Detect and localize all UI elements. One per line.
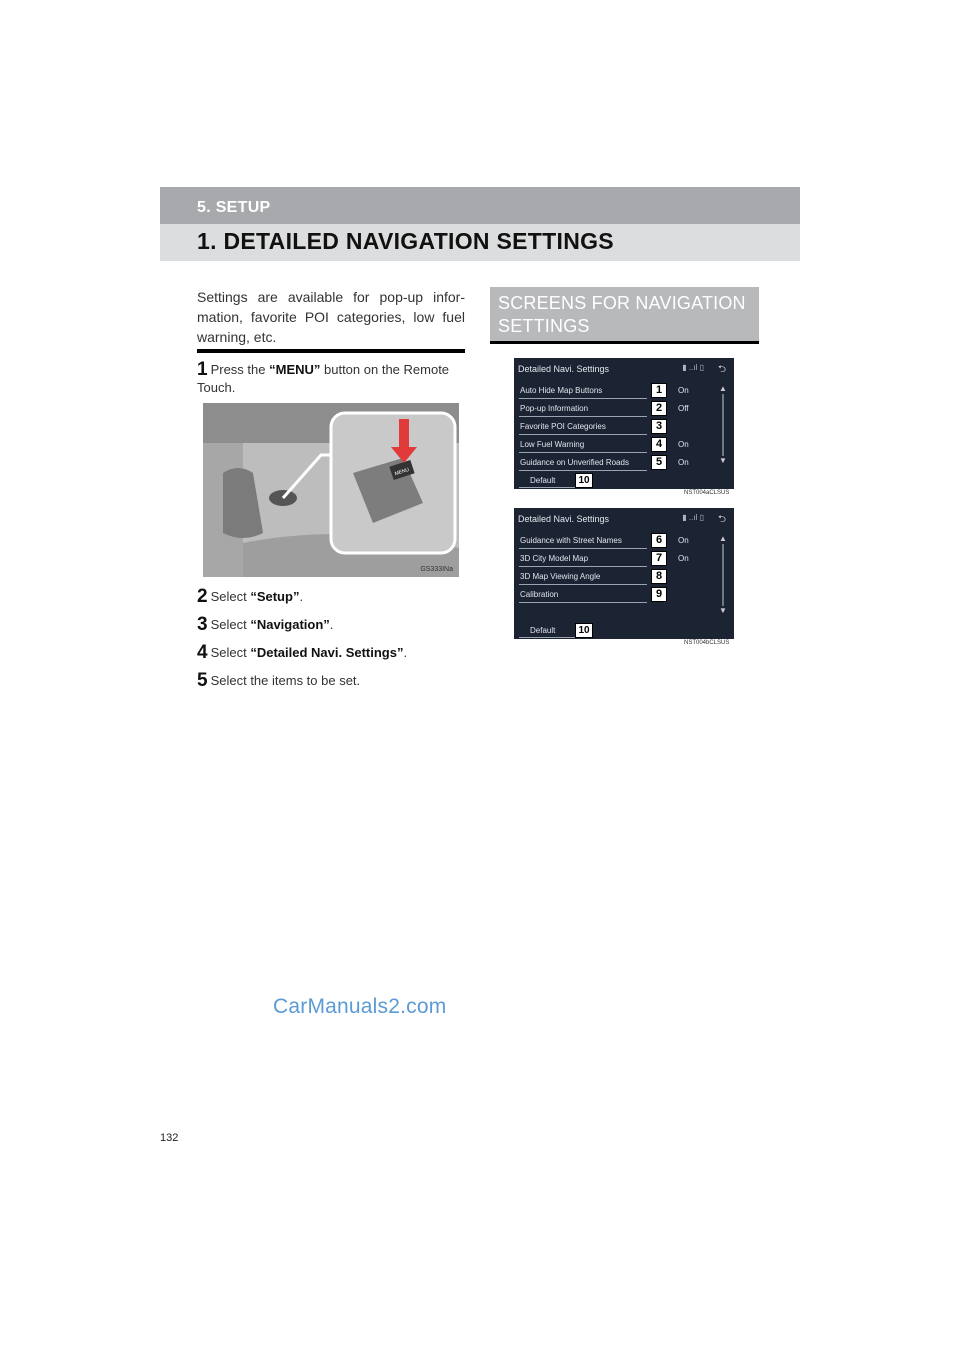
scrollbar[interactable] [722, 544, 724, 606]
step-5: 5 Select the items to be set. [197, 670, 361, 691]
status-icons: ▮ ..ıl ▯ [682, 513, 704, 522]
scroll-down-icon[interactable]: ▼ [719, 606, 727, 615]
default-button[interactable]: Default [530, 476, 556, 485]
watermark-link[interactable]: CarManuals2.com [273, 995, 447, 1018]
nav-settings-screen-2 [514, 508, 734, 639]
row-divider [519, 566, 647, 567]
scroll-down-icon[interactable]: ▼ [719, 456, 727, 465]
row-calibration[interactable]: Calibration [520, 590, 559, 599]
row-3d-map-viewing-angle[interactable]: 3D Map Viewing Angle [520, 572, 601, 581]
callout-4: 4 [651, 437, 667, 452]
row-value: On [678, 458, 689, 467]
status-icons: ▮ ..ıl ▯ [682, 363, 704, 372]
row-pop-up-information[interactable]: Pop-up Information [520, 404, 589, 413]
row-auto-hide-map-buttons[interactable]: Auto Hide Map Buttons [520, 386, 603, 395]
scrollbar[interactable] [722, 394, 724, 456]
scroll-up-icon[interactable]: ▲ [719, 534, 727, 543]
screen-title: Detailed Navi. Settings [518, 364, 610, 374]
row-value: On [678, 386, 689, 395]
row-low-fuel-warning[interactable]: Low Fuel Warning [520, 440, 585, 449]
row-value: On [678, 536, 689, 545]
photo-code: GS333INa [420, 566, 453, 573]
step-4: 4 Select “Detailed Navi. Settings”. [197, 642, 408, 663]
row-value: On [678, 440, 689, 449]
callout-10: 10 [575, 473, 593, 488]
callout-2: 2 [651, 401, 667, 416]
remote-touch-photo [203, 403, 459, 577]
default-divider [519, 637, 579, 638]
callout-1: 1 [651, 383, 667, 398]
nav-settings-screen-1 [514, 358, 734, 489]
screen-title: Detailed Navi. Settings [518, 514, 610, 524]
screen-1-code: NST004aCLSUS [684, 490, 730, 496]
intro-box: Settings are available for pop-up infor-mation, favorite POI categories, low fuel warning, etc. [197, 287, 465, 353]
back-arrow-icon[interactable]: ⮌ [717, 364, 726, 375]
screen-2-code: NST004bCLSUS [684, 640, 730, 646]
callout-5: 5 [651, 455, 667, 470]
row-divider [519, 584, 647, 585]
scroll-up-icon[interactable]: ▲ [719, 384, 727, 393]
callout-10: 10 [575, 623, 593, 638]
row-value: On [678, 554, 689, 563]
row-divider [519, 434, 647, 435]
callout-9: 9 [651, 587, 667, 602]
default-button[interactable]: Default [530, 626, 556, 635]
row-divider [519, 452, 647, 453]
row-divider [519, 548, 647, 549]
callout-7: 7 [651, 551, 667, 566]
row-divider [519, 398, 647, 399]
callout-6: 6 [651, 533, 667, 548]
step-2: 2 Select “Setup”. [197, 586, 304, 607]
row-value: Off [678, 404, 689, 413]
row-divider [519, 470, 647, 471]
default-divider [519, 487, 579, 488]
row-favorite-poi-categories[interactable]: Favorite POI Categories [520, 422, 606, 431]
back-arrow-icon[interactable]: ⮌ [717, 514, 726, 525]
row-divider [519, 602, 647, 603]
section-label: 5. SETUP [197, 199, 271, 216]
menu-button-label: MENU [394, 466, 410, 478]
remote-touch-illustration [203, 403, 459, 577]
row-divider [519, 416, 647, 417]
screens-header-title: SCREENS FOR NAVIGATION SETTINGS [498, 293, 746, 336]
callout-8: 8 [651, 569, 667, 584]
step-3: 3 Select “Navigation”. [197, 614, 334, 635]
page-title: 1. DETAILED NAVIGATION SETTINGS [197, 228, 614, 254]
step-1: 1 Press the “MENU” button on the Remote Touch. [197, 359, 450, 395]
row-guidance-with-street-names[interactable]: Guidance with Street Names [520, 536, 622, 545]
page-number: 132 [160, 1132, 179, 1144]
row-3d-city-model-map[interactable]: 3D City Model Map [520, 554, 589, 563]
row-guidance-on-unverified-roads[interactable]: Guidance on Unverified Roads [520, 458, 629, 467]
callout-3: 3 [651, 419, 667, 434]
